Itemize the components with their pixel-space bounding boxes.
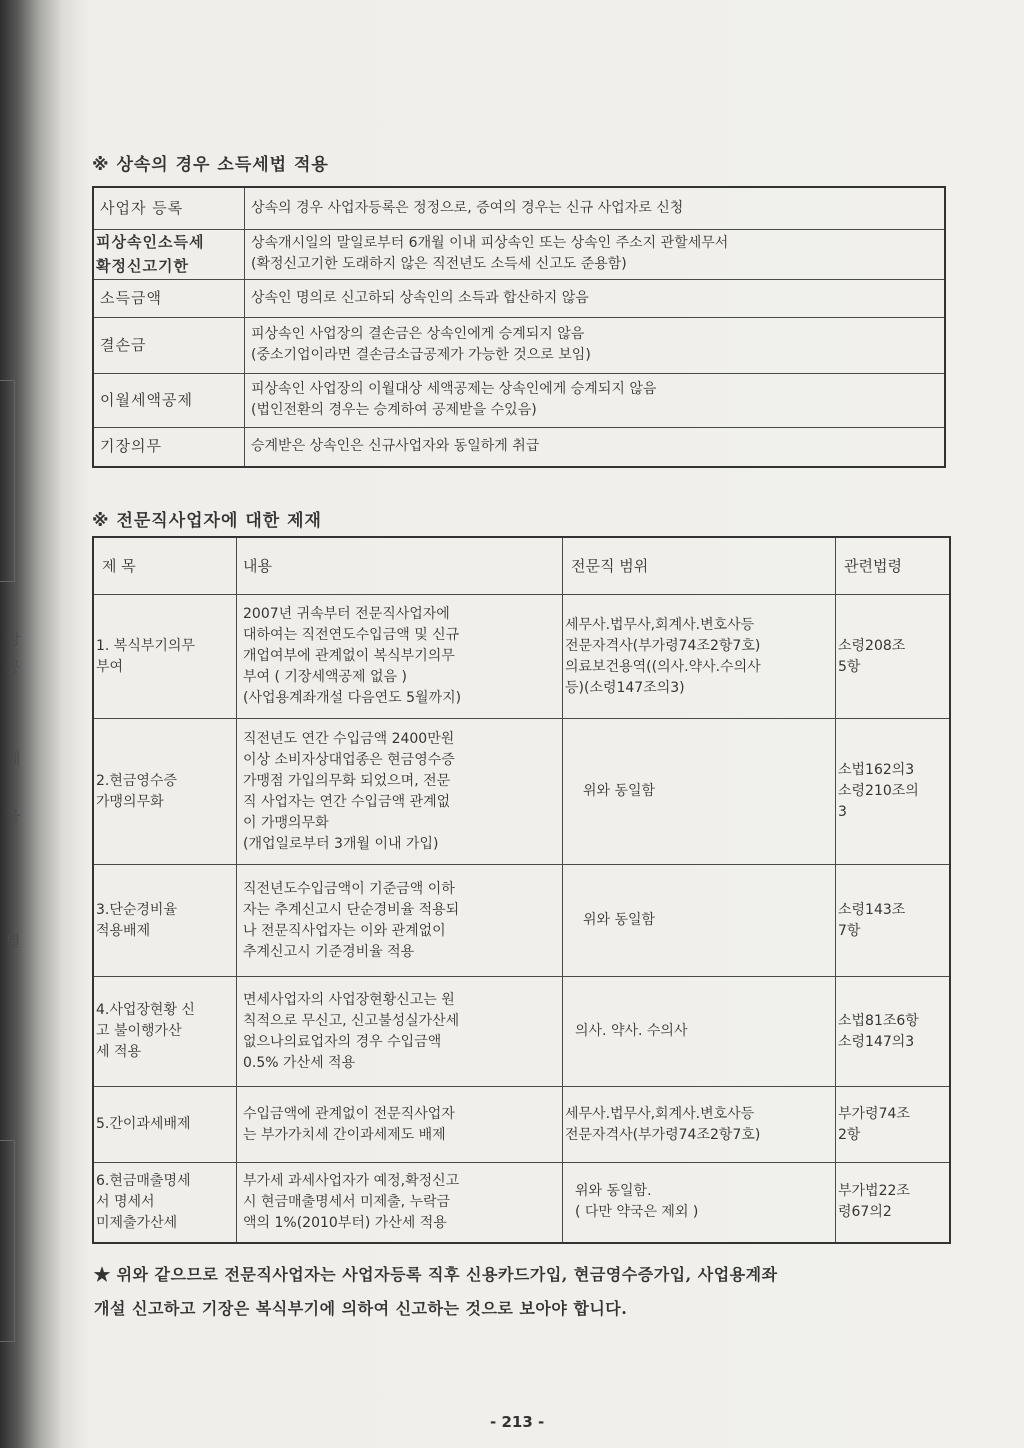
row-title: 3.단순경비율 적용배제 (93, 865, 237, 977)
professional-sanctions-table (92, 536, 951, 1244)
row-law: 소령208조 5항 (836, 595, 951, 719)
table-row (93, 1163, 950, 1243)
row-content: 상속인 명의로 신고하되 상속인의 소득과 합산하지 않음 (245, 279, 946, 317)
row-content: 상속개시일의 말일로부터 6개월 이내 피상속인 또는 상속인 주소지 관할세무서 (확정신고기한 도래하지 않은 직전년도 소득세 신고도 준용함) (245, 229, 946, 279)
row-law: 소법162의3 소령210조의 3 (836, 719, 951, 865)
row-scope: 위와 동일함 (563, 865, 836, 977)
row-content: 직전년도수입금액이 기준금액 이하 자는 추계신고시 단순경비율 적용되 나 전문직사업자는 이와 관계없이 추계신고시 기준경비율 적용 (237, 865, 563, 977)
row-label: 피상속인소득세 확정신고기한 (93, 229, 245, 279)
section-title-inheritance: ※ 상속의 경우 소득세법 적용 (92, 155, 329, 175)
row-content: 수입금액에 관계없이 전문직사업자 는 부가가치세 간이과세제도 배제 (237, 1087, 563, 1163)
table-row (93, 279, 945, 317)
summary-note: ★ 위와 같으므로 전문직사업자는 사업자등록 직후 신용카드가입, 현금영수증가입, 사업용계좌 개설 신고하고 기장은 복식부기에 의하여 신고하는 것으로 보아야 합니다. (94, 1265, 778, 1318)
margin-char: 공 (6, 658, 21, 676)
row-content: 피상속인 사업장의 결손금은 상속인에게 승계되지 않음 (중소기업이라면 결손금소급공제가 가능한 것으로 보임) (245, 317, 946, 373)
header-title: 제 목 (93, 537, 237, 595)
row-law: 부가법22조 령67의2 (836, 1163, 951, 1243)
row-label: 이월세액공제 (93, 373, 245, 427)
table-row (93, 865, 950, 977)
row-law: 부가령74조 2항 (836, 1087, 951, 1163)
margin-bracket (0, 380, 15, 582)
row-content: 직전년도 연간 수입금액 2400만원 이상 소비자상대업종은 현금영수증 가맹점 가입의무화 되었으며, 전문 직 사업자는 연간 수입금액 관계없 이 가맹의무화 (개업일로부터 3개월 이내 가입) (237, 719, 563, 865)
row-content: 2007년 귀속부터 전문직사업자에 대하여는 직전연도수입금액 및 신규 개업여부에 관계없이 복식부기의무 부여 ( 기장세액공제 없음 ) (사업용계좌개설 다음연도 5월까지) (237, 595, 563, 719)
row-scope: 위와 동일함. ( 다만 약국은 제외 ) (563, 1163, 836, 1243)
margin-char: 율 (6, 807, 21, 825)
row-scope: 세무사.법무사,회계사.변호사등 전문자격사(부가령74조2항7호) 의료보건용역((의사.약사.수의사 등)(소령147조의3) (563, 595, 836, 719)
table-row (93, 187, 945, 229)
row-title: 2.현금영수증 가맹의무화 (93, 719, 237, 865)
row-scope: 세무사.법무사,회계사.변호사등 전문자격사(부가령74조2항7호) (563, 1087, 836, 1163)
page-number: - 213 - (490, 1413, 545, 1431)
row-law: 소법81조6항 소령147의3 (836, 977, 951, 1087)
row-content: 승계받은 상속인은 신규사업자와 동일하게 취급 (245, 427, 946, 467)
section-title-professionals: ※ 전문직사업자에 대한 제재 (92, 511, 322, 531)
header-content: 내용 (237, 537, 563, 595)
margin-bracket (0, 1140, 15, 1342)
row-label: 소득금액 (93, 279, 245, 317)
table-row (93, 427, 945, 467)
table-row (93, 1087, 950, 1163)
row-title: 5.간이과세배제 (93, 1087, 237, 1163)
row-scope: 위와 동일함 (563, 719, 836, 865)
table-row (93, 229, 945, 279)
row-label: 기장의무 (93, 427, 245, 467)
row-title: 1. 복식부기의무 부여 (93, 595, 237, 719)
row-label: 결손금 (93, 317, 245, 373)
row-content: 부가세 과세사업자가 예정,확정신고 시 현금매출명세서 미제출, 누락금 액의 1%(2010부터) 가산세 적용 (237, 1163, 563, 1243)
row-content: 상속의 경우 사업자등록은 정정으로, 증여의 경우는 신규 사업자로 신청 (245, 187, 946, 229)
table-header-row (93, 537, 950, 595)
row-title: 6.현금매출명세 서 명세서 미제출가산세 (93, 1163, 237, 1243)
margin-char: 장 (6, 630, 21, 648)
row-scope: 의사. 약사. 수의사 (563, 977, 836, 1087)
row-content: 피상속인 사업장의 이월대상 세액공제는 상속인에게 승계되지 않음 (법인전환의 경우는 승계하여 공제받을 수있음) (245, 373, 946, 427)
header-law: 관련법령 (836, 537, 951, 595)
inheritance-table (92, 186, 946, 468)
table-row (93, 977, 950, 1087)
margin-char: 계 (6, 750, 21, 768)
header-scope: 전문직 범위 (563, 537, 836, 595)
margin-char: 별 (6, 932, 21, 950)
table-row (93, 317, 945, 373)
row-law: 소령143조 7항 (836, 865, 951, 977)
row-title: 4.사업장현황 신 고 불이행가산 세 적용 (93, 977, 237, 1087)
table-row (93, 719, 950, 865)
row-content: 면세사업자의 사업장현황신고는 원 칙적으로 무신고, 신고불성실가산세 없으나의료업자의 경우 수입금액 0.5% 가산세 적용 (237, 977, 563, 1087)
table-row (93, 373, 945, 427)
row-label: 사업자 등록 (93, 187, 245, 229)
table-row (93, 595, 950, 719)
